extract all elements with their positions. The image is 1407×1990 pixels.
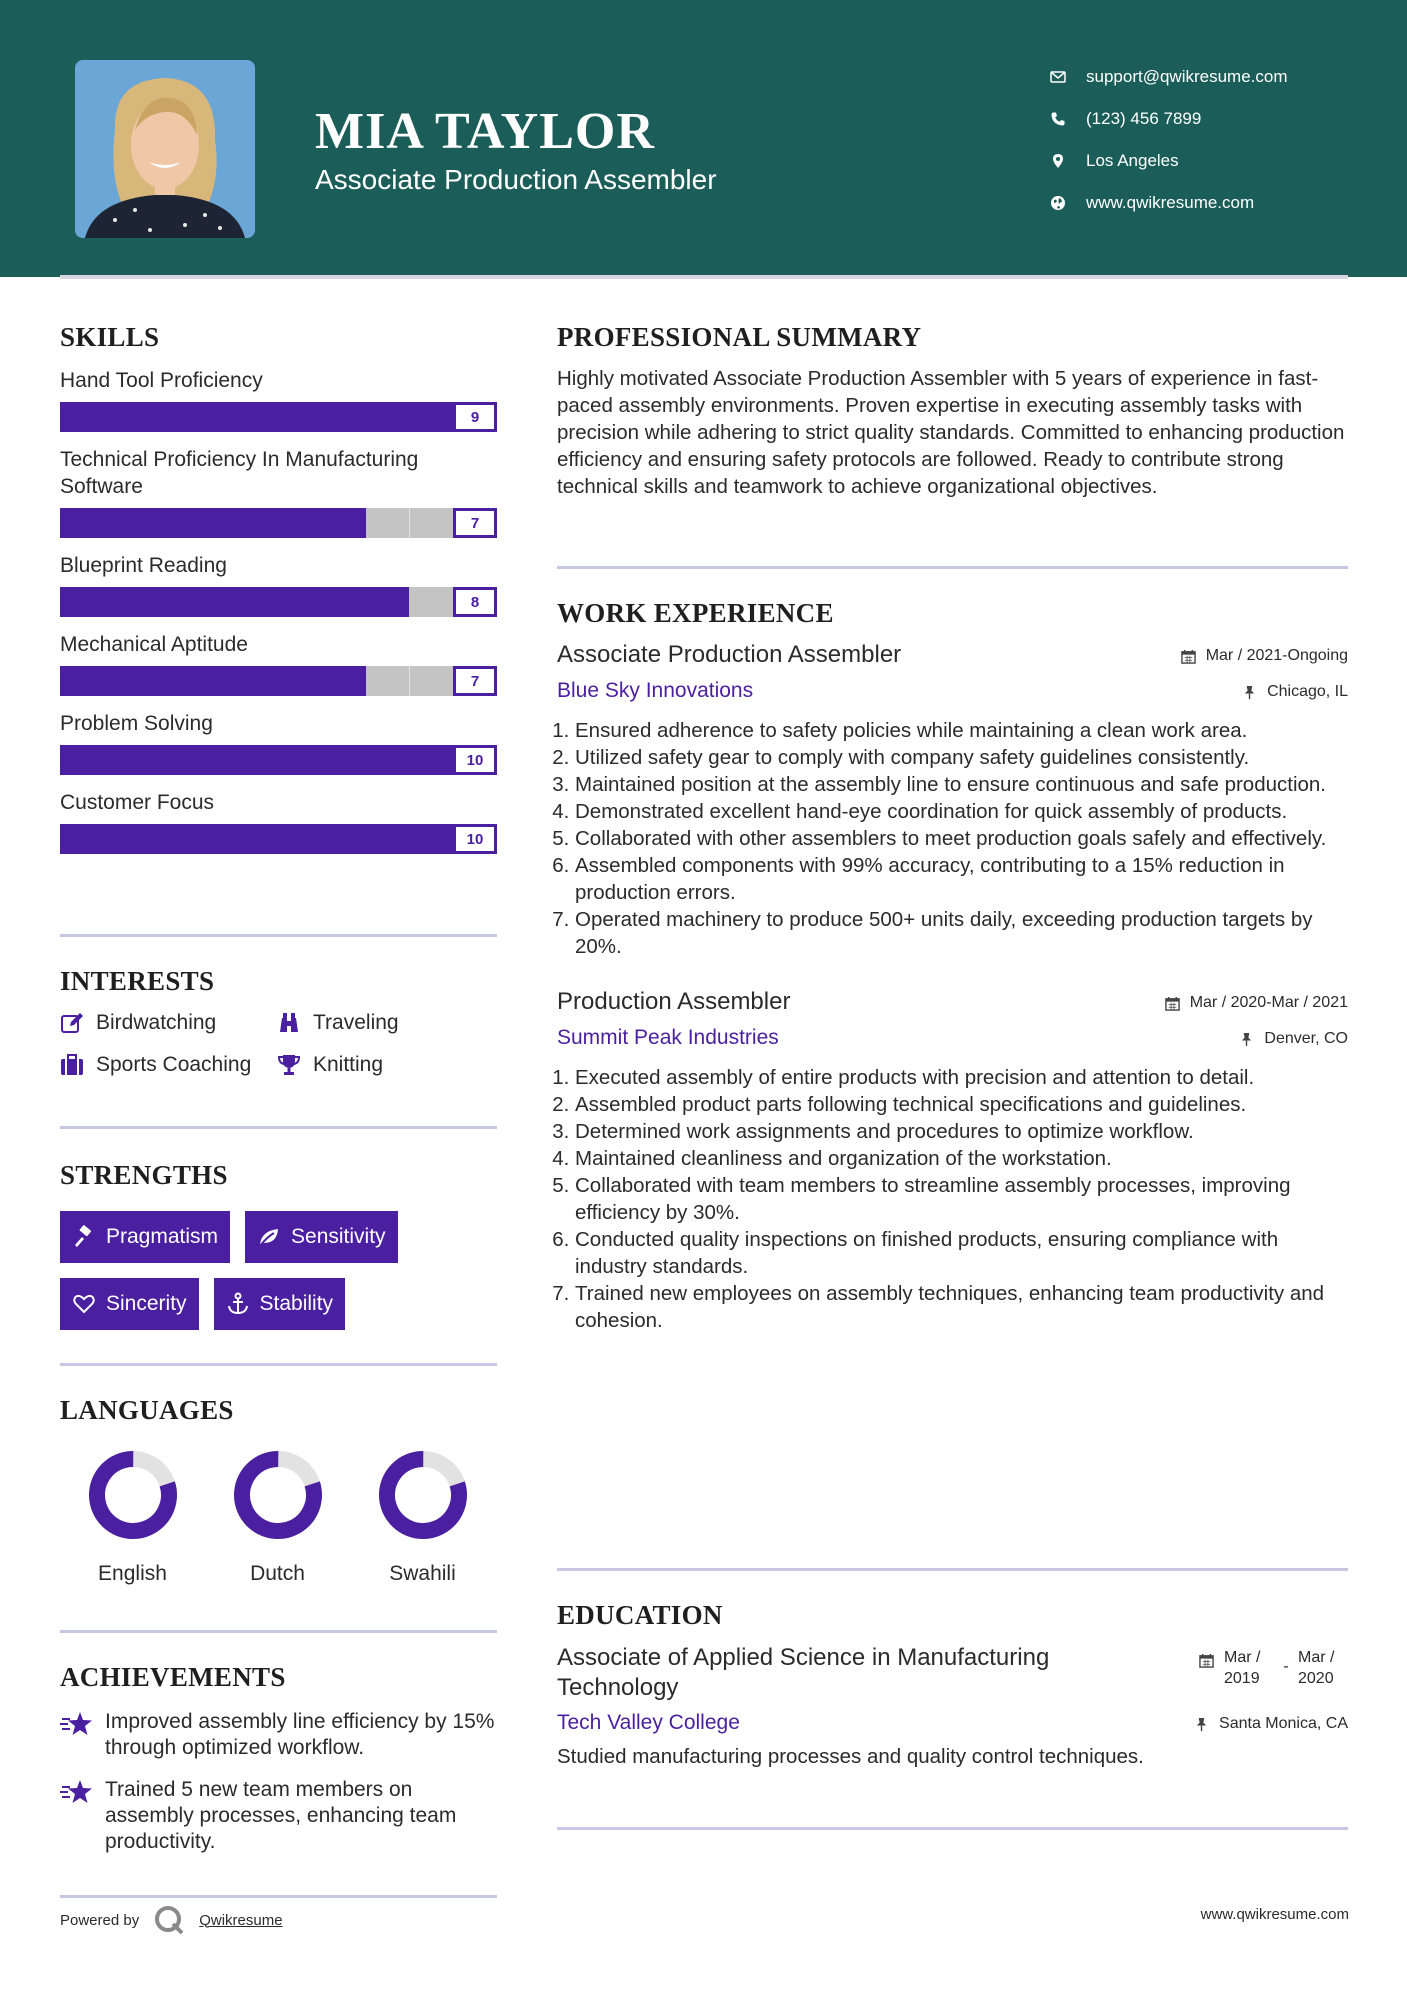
contact-email[interactable] xyxy=(1050,56,1288,98)
interest-label: Sports Coaching xyxy=(96,1053,252,1076)
strength-tag xyxy=(60,1278,199,1330)
education-start: Mar / 2019 xyxy=(1224,1649,1261,1687)
job-role: Production Assembler xyxy=(557,988,791,1015)
strength-tag xyxy=(214,1278,346,1330)
language-donut-fill xyxy=(88,1450,178,1540)
strengths-list xyxy=(60,1211,497,1330)
skill-level-value: 10 xyxy=(453,745,497,775)
skill-bar-fill xyxy=(60,587,409,617)
language-name: Swahili xyxy=(389,1562,456,1585)
experience-divider xyxy=(557,1568,1348,1571)
skill-bar-fill xyxy=(60,824,497,854)
strengths-heading: STRENGTHS xyxy=(60,1160,228,1190)
interests-list xyxy=(60,1011,497,1077)
qwikresume-logo-icon xyxy=(153,1904,185,1936)
pushpin-icon xyxy=(1239,1032,1254,1047)
skill-item xyxy=(60,789,497,854)
job-dates-text: Mar / 2020-Mar / 2021 xyxy=(1189,994,1348,1011)
duty-item: 3. Determined work assignments and procedures to optimize workflow. xyxy=(575,1118,1348,1145)
achievement-text: Improved assembly line efficiency by 15% through optimized workflow. xyxy=(105,1710,495,1759)
strengths-section xyxy=(60,1160,497,1330)
phone-icon xyxy=(1050,111,1086,127)
language-donut xyxy=(88,1450,178,1540)
skill-bar xyxy=(60,745,497,775)
language-item xyxy=(205,1450,350,1586)
star-icon xyxy=(60,1777,105,1855)
skill-bar xyxy=(60,587,497,617)
footer-url[interactable]: www.qwikresume.com xyxy=(1200,1906,1349,1923)
duty-item: 2. Utilized safety gear to comply with company safety guidelines consistently. xyxy=(575,744,1348,771)
summary-divider xyxy=(557,566,1348,569)
footer-powered-by xyxy=(60,1904,283,1936)
interest-label: Traveling xyxy=(313,1011,399,1034)
strength-label: Sincerity xyxy=(106,1292,187,1315)
duty-item: 1. Executed assembly of entire products with precision and attention to detail. xyxy=(575,1064,1348,1091)
skill-bar-segment xyxy=(409,666,410,696)
duty-item: 5. Collaborated with other assemblers to meet production goals safely and effectively. xyxy=(575,825,1348,852)
calendar-icon xyxy=(1165,996,1180,1011)
duty-item: 5. Collaborated with team members to streamline assembly processes, improving efficiency by 30%. xyxy=(575,1172,1348,1226)
duty-item: 3. Maintained position at the assembly line to ensure continuous and safe production. xyxy=(575,771,1348,798)
languages-heading: LANGUAGES xyxy=(60,1395,234,1425)
left-column xyxy=(60,322,497,854)
language-item xyxy=(350,1450,495,1586)
summary-section xyxy=(557,322,1348,500)
skill-level-value: 7 xyxy=(453,666,497,696)
interest-item xyxy=(60,1053,277,1077)
strength-label: Stability xyxy=(259,1292,334,1315)
map-pin-icon xyxy=(1050,153,1086,169)
contact-website-text: www.qwikresume.com xyxy=(1086,193,1255,212)
interests-heading: INTERESTS xyxy=(60,966,215,996)
interests-divider xyxy=(60,1126,497,1129)
duty-item: 4. Demonstrated excellent hand-eye coordination for quick assembly of products. xyxy=(575,798,1348,825)
skill-name: Technical Proficiency In Manufacturing Software xyxy=(60,448,419,498)
job-duties xyxy=(557,717,1348,960)
skill-name: Customer Focus xyxy=(60,791,215,814)
skill-bar-segment xyxy=(409,508,410,538)
calendar-icon xyxy=(1181,649,1196,664)
skill-bar-fill xyxy=(60,508,366,538)
school-name: Tech Valley College xyxy=(557,1711,740,1734)
skill-level-value: 8 xyxy=(453,587,497,617)
contact-location-text: Los Angeles xyxy=(1086,151,1179,170)
language-name: English xyxy=(98,1562,167,1585)
contact-website[interactable] xyxy=(1050,182,1288,224)
duty-item: 1. Ensured adherence to safety policies while maintaining a clean work area. xyxy=(575,717,1348,744)
contact-phone[interactable] xyxy=(1050,98,1288,140)
language-donut xyxy=(378,1450,468,1540)
duty-item: 6. Conducted quality inspections on finished products, ensuring compliance with industry standards. xyxy=(575,1226,1348,1280)
education-divider xyxy=(557,1827,1348,1830)
skill-item xyxy=(60,552,497,617)
skill-item xyxy=(60,446,497,538)
contact-location xyxy=(1050,140,1288,182)
skill-bar xyxy=(60,824,497,854)
degree-title: Associate of Applied Science in Manufacturing Technology xyxy=(557,1644,1050,1701)
job-location-text: Denver, CO xyxy=(1264,1030,1348,1047)
duty-item: 6. Assembled components with 99% accuracy, contributing to a 15% reduction in production errors. xyxy=(575,852,1348,906)
contact-phone-text: (123) 456 7899 xyxy=(1086,109,1202,128)
powered-by-label: Powered by xyxy=(60,1911,140,1929)
language-donut xyxy=(233,1450,323,1540)
skill-bar-fill xyxy=(60,402,453,432)
education-dates xyxy=(1199,1647,1348,1689)
skill-level-value: 7 xyxy=(453,508,497,538)
interest-label: Knitting xyxy=(313,1053,384,1076)
strength-tag xyxy=(245,1211,398,1263)
interest-item xyxy=(277,1053,497,1077)
languages-divider xyxy=(60,1630,497,1633)
education-location-text: Santa Monica, CA xyxy=(1219,1715,1348,1732)
skills-list xyxy=(60,367,497,854)
profile-photo xyxy=(75,60,255,238)
skill-bar xyxy=(60,508,497,538)
skill-item xyxy=(60,631,497,696)
candidate-name: MIA TAYLOR xyxy=(315,103,655,160)
skill-name: Mechanical Aptitude xyxy=(60,633,248,656)
star-icon xyxy=(60,1709,105,1761)
language-item xyxy=(60,1450,205,1586)
job-location-text: Chicago, IL xyxy=(1267,683,1348,700)
contact-email-text: support@qwikresume.com xyxy=(1086,67,1288,86)
duty-item: 2. Assembled product parts following technical specifications and guidelines. xyxy=(575,1091,1348,1118)
interest-label: Birdwatching xyxy=(96,1011,217,1034)
strength-label: Pragmatism xyxy=(106,1225,219,1248)
languages-list xyxy=(60,1450,497,1586)
resume-header xyxy=(0,0,1407,277)
skill-name: Hand Tool Proficiency xyxy=(60,369,263,392)
strength-tag xyxy=(60,1211,230,1263)
job-entry xyxy=(557,641,1348,960)
pushpin-icon xyxy=(1194,1717,1209,1732)
duty-item: 7. Trained new employees on assembly techniques, enhancing team productivity and cohesion. xyxy=(575,1280,1348,1334)
brand-link[interactable]: Qwikresume xyxy=(199,1911,283,1929)
job-dates-text: Mar / 2021-Ongoing xyxy=(1205,647,1348,664)
language-name: Dutch xyxy=(250,1562,305,1585)
job-duties xyxy=(557,1064,1348,1334)
skill-bar xyxy=(60,666,497,696)
skills-divider xyxy=(60,934,497,937)
languages-section xyxy=(60,1395,497,1586)
envelope-icon xyxy=(1050,69,1086,85)
heart-icon xyxy=(72,1292,96,1316)
globe-icon xyxy=(1050,195,1086,211)
skill-item xyxy=(60,367,497,432)
summary-heading: PROFESSIONAL SUMMARY xyxy=(557,322,922,352)
calendar-icon xyxy=(1199,1653,1214,1668)
skill-bar-fill xyxy=(60,666,366,696)
achievements-divider xyxy=(60,1895,497,1898)
interest-item xyxy=(277,1011,497,1035)
skill-level-value: 10 xyxy=(453,824,497,854)
education-description: Studied manufacturing processes and quality control techniques. xyxy=(557,1745,1144,1768)
duty-item: 4. Maintained cleanliness and organization of the workstation. xyxy=(575,1145,1348,1172)
job-company: Blue Sky Innovations xyxy=(557,679,754,702)
skills-heading: SKILLS xyxy=(60,322,160,352)
strengths-divider xyxy=(60,1363,497,1366)
experience-heading: WORK EXPERIENCE xyxy=(557,598,834,628)
date-separator: - xyxy=(1283,1658,1289,1675)
leaf-icon xyxy=(257,1225,281,1249)
anchor-icon xyxy=(226,1292,250,1316)
education-section xyxy=(557,1600,1348,1770)
experience-section xyxy=(557,598,1348,1334)
skill-name: Problem Solving xyxy=(60,712,213,735)
job-role: Associate Production Assembler xyxy=(557,641,902,668)
job-location xyxy=(1242,683,1348,701)
achievement-text: Trained 5 new team members on assembly processes, enhancing team productivity. xyxy=(105,1778,457,1853)
candidate-title: Associate Production Assembler xyxy=(315,164,717,195)
skill-bar-fill xyxy=(60,745,497,775)
language-donut-fill xyxy=(378,1450,468,1540)
job-dates xyxy=(1165,994,1348,1012)
achievement-item xyxy=(60,1777,497,1855)
skill-level-value: 9 xyxy=(453,402,497,432)
pushpin-icon xyxy=(1242,685,1257,700)
job-company: Summit Peak Industries xyxy=(557,1026,779,1049)
achievement-item xyxy=(60,1709,497,1761)
summary-text: Highly motivated Associate Production Assembler with 5 years of experience in fast-paced assembly environments. Proven expertise in executing assembly tasks with precision while adhering to strict quality standards. Committed to enhancing production efficiency and ensuring safety protocols are followed. Ready to contribute strong technical skills and teamwork to achieve organizational objectives. xyxy=(557,367,1345,498)
binoculars-icon xyxy=(277,1012,313,1034)
achievements-section xyxy=(60,1662,497,1855)
education-end: Mar / 2020 xyxy=(1298,1649,1335,1687)
contact-list xyxy=(1050,56,1288,224)
header-divider xyxy=(60,275,1348,279)
job-location xyxy=(1239,1030,1348,1048)
trophy-icon xyxy=(277,1054,313,1076)
education-location xyxy=(1194,1715,1348,1733)
skill-bar xyxy=(60,402,497,432)
strength-label: Sensitivity xyxy=(291,1225,386,1248)
pencil-square-icon xyxy=(60,1012,96,1034)
language-donut-fill xyxy=(233,1450,323,1540)
skill-item xyxy=(60,710,497,775)
skill-name: Blueprint Reading xyxy=(60,554,227,577)
achievements-heading: ACHIEVEMENTS xyxy=(60,1662,286,1692)
duty-item: 7. Operated machinery to produce 500+ units daily, exceeding production targets by 20%. xyxy=(575,906,1348,960)
job-dates xyxy=(1181,647,1348,665)
interest-item xyxy=(60,1011,277,1035)
interests-section xyxy=(60,966,497,1077)
briefcase-icon xyxy=(60,1054,96,1076)
gavel-icon xyxy=(72,1225,96,1249)
education-heading: EDUCATION xyxy=(557,1600,723,1630)
job-entry xyxy=(557,988,1348,1334)
